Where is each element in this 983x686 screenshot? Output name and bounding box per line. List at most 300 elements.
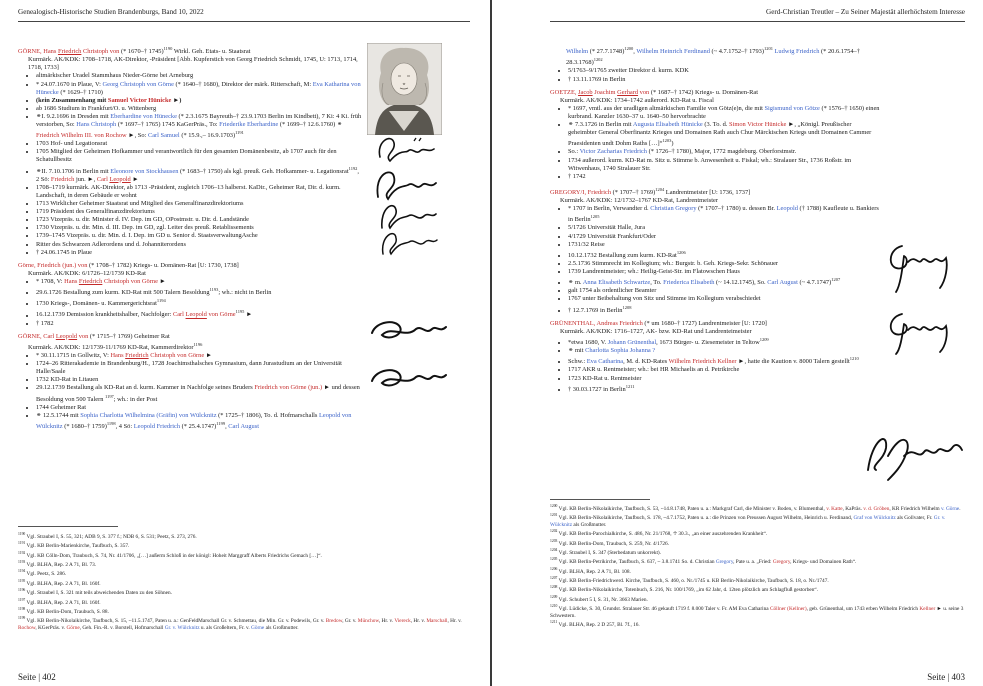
footnote-ref: 1198 [106, 420, 116, 426]
text-run: 5/1763–9/1765 zweiter Direktor d. kurm. KDK [568, 67, 689, 75]
text-run: *etwa 1680, V. [568, 339, 608, 347]
related-person: Görne [251, 624, 265, 631]
text-run: 1734 außerord. kurm. KD-Rat m. Sitz u. Stimme b. Anwesenheit u. Fiskal; wh.: Stralauer Str., 1736 Roßstr. im Witwenhaus, 1740 Stralauer Str. [568, 156, 852, 172]
text-run: Vgl. KB Berlin-Dom, Traubuch, S. 88. [25, 608, 109, 615]
footnote-ref: 1204 [655, 186, 665, 192]
text-run: Kurmärk. AK/KDK: 6/1726–12/1739 KD-Rat [28, 269, 146, 277]
person-name: Gregory [772, 559, 791, 566]
footnote [18, 606, 470, 615]
left-body-text [18, 45, 363, 431]
list-item [568, 287, 880, 295]
text-run: (* 1725–† 1806), To. d. Hofmarschalls [216, 411, 319, 419]
list-item [36, 352, 363, 360]
person-name: GRÜNENTHAL, Andreas Friedrich [550, 319, 643, 327]
related-person: Augusta Elisabeth Hünicke [632, 121, 703, 128]
entry-facts [18, 72, 363, 256]
footnote-ref: 1192 [348, 165, 358, 171]
person-name: Friedrich [78, 277, 103, 285]
related-person: Leopold [776, 205, 798, 213]
related-person: Friederica Elisabeth [663, 279, 715, 287]
footnote-ref: 1200 [624, 46, 634, 51]
text-run: ab 1686 Studium in Frankfurt/O. u. Wittenberg [36, 104, 157, 112]
signature-gruenenthal [858, 420, 968, 488]
footnote [18, 615, 470, 631]
text-run: , 4 Sö: [115, 423, 134, 431]
person-name: von Görne [206, 311, 236, 319]
text-run: Vgl. BLHA, Rep. 2 D 257, Bl. 7f., 16. [557, 621, 640, 628]
person-name: Görne, Friedrich (jun.) von [18, 261, 88, 269]
text-run: , 2 Sö: [36, 167, 360, 183]
footnote-ref: 1193 [209, 287, 219, 292]
list-item [568, 148, 880, 156]
related-person: Carl August [767, 279, 798, 287]
text-run: Vgl. KB Cölln-Dom, Traubuch, S. 74, Nr. 41/1706, „[…] außerm Schloß in der königl: Hoheit Marggraff Alberts Friedrichs Gemach […]“. [25, 552, 322, 559]
text-run: ) [671, 140, 674, 148]
text-run: (kein Zusammenhang mit [36, 96, 108, 104]
text-run: , M. d. KD-Rates [623, 358, 669, 366]
person-name: v. Katte [826, 505, 843, 512]
entry-heading [550, 320, 880, 328]
list-item [36, 148, 363, 164]
list-item [36, 297, 363, 308]
text-run: 1744 Geheimer Rat [36, 403, 87, 411]
list-item [36, 278, 363, 286]
text-run: ⚭ mit [568, 347, 586, 355]
text-run: Vgl. Schubert 5 I, S. 31, Nr. 3663 Marien. [557, 596, 648, 603]
list-item [568, 121, 880, 148]
list-item [36, 360, 363, 376]
entry-heading [550, 89, 880, 97]
person-name: Rochow [18, 624, 36, 631]
text-run: , Gr. v. [342, 618, 358, 624]
footnote-ref: 1198 [18, 606, 26, 611]
text-run: , KGerPräs. v. [35, 624, 67, 631]
text-run: 1731/32 Reise [568, 240, 605, 248]
text-run: , Hr. v. [378, 618, 395, 624]
entry-heading [18, 333, 363, 341]
right-header-rule [550, 21, 965, 22]
related-person: Friederike Eberhardine [219, 120, 279, 128]
text-run: Kurmärk. AK/KDK: 1708–1718, AK-Direktor, -Präsident [Abb. Kupferstich von Georg Friedrich Schmidt, 1745, U: 1713, 1714, 1718, 1733] [28, 56, 358, 72]
person-name: Jacob [578, 88, 593, 96]
text-run: Vgl. KB Berlin-Nikolaikirche, Totenbuch, S. 216, Nr. 100/1769, „im 62 Jahr, d. 12ten plötzlich am Schlagfluß gestorben“. [557, 587, 819, 594]
text-run: (* 1697–† 1765) 1745 KaGerPräs., To: [116, 120, 220, 128]
footnote-ref: 1201 [550, 513, 558, 518]
right-body-text [550, 45, 880, 394]
person-name: Leopold [109, 175, 131, 183]
footnote-ref: 1210 [849, 356, 859, 362]
text-run: altmärkischer Uradel Stammhaus Nieder-Görne bei Arneburg [36, 72, 194, 80]
footnote [18, 597, 470, 606]
text-run: Schw.: [568, 358, 587, 366]
related-person: Anna Elisabeth Schwartze [582, 279, 651, 287]
footnote-ref: 1191 [235, 130, 244, 136]
list-item [36, 216, 363, 224]
footnote-ref: 1197 [105, 393, 114, 399]
list-item [568, 383, 880, 394]
person-name: Görne [66, 624, 80, 631]
text-run: 1739 Landrentmeister; wh.: Heilig-Geist-Str. im Flatowschen Haus [568, 268, 740, 275]
person-name: von [77, 332, 89, 340]
text-run: . [959, 505, 961, 512]
list-item [568, 295, 880, 303]
left-header-rule [18, 21, 470, 22]
text-run: 1730 Kriegs-, Domänen- u. Kammergerichtsrat [36, 300, 157, 308]
related-person: Carl August [228, 423, 259, 431]
right-page-number: Seite | 403 [927, 672, 965, 682]
list-item [568, 249, 880, 260]
list-item [568, 268, 880, 276]
footnote-ref: 1207 [831, 277, 841, 283]
footnote-ref: 1210 [550, 604, 558, 609]
person-name: GÖRNE, Hans [18, 48, 58, 56]
list-item [568, 233, 880, 241]
list-item [36, 249, 363, 257]
footnote-ref: 1197 [18, 597, 26, 602]
person-name: GOETZE, [550, 88, 579, 96]
list-item [36, 140, 363, 148]
text-run: ► [204, 352, 213, 360]
text-run: ►) [171, 96, 182, 104]
text-run: , Geh. Fin.-R. v. Borstell, Hofmarschall [79, 624, 165, 631]
person-name: Carl [96, 175, 110, 183]
person-name: Hans [110, 352, 126, 360]
list-item [568, 241, 880, 249]
left-page [0, 0, 490, 686]
list-item [36, 97, 363, 105]
related-person: Hans Christoph [76, 120, 117, 128]
footnote [550, 547, 965, 556]
related-person: Ludwig Friedrich [774, 48, 820, 56]
left-footnotes [18, 531, 470, 631]
list-item [36, 208, 363, 216]
footnote [18, 587, 470, 596]
text-run: u. als Großeltern, Fr. v. [199, 624, 252, 631]
list-item [36, 320, 363, 328]
signature-goerne-carl [366, 361, 450, 393]
book-spine [490, 0, 492, 686]
entry-facts [18, 278, 363, 328]
list-item [568, 105, 880, 121]
text-run: († 1788) Kaufleute u. Bankiers in Berlin [568, 205, 879, 224]
footnote-ref: 1196 [193, 341, 203, 347]
text-run: jun. ►, [74, 175, 97, 183]
portrait-engraving [367, 43, 442, 135]
footnote-ref: 1203 [550, 538, 558, 543]
text-run: Vgl. KB Berlin-Parochialkirche, S. 486, Nr. 21/1768, ♱ 30.3., „an einer auszehrenden Krankheit“. [557, 531, 768, 538]
text-run: * 1707 in Berlin, Verwandter d. [568, 205, 651, 213]
person-name: Wilhelm Friedrich Kellner [668, 358, 737, 366]
footnote-ref: 1203 [662, 138, 672, 144]
text-run: , [225, 423, 229, 431]
footnote [18, 540, 470, 549]
text-run: (* um 1680–† 1727) Landrentmeister [U: 1720] [642, 319, 767, 327]
text-run: Vgl. Straubel I, S. 347 (Sterbedatum unkorrekt). [557, 549, 662, 556]
list-item [568, 366, 880, 374]
footnote-ref: 1208 [622, 304, 632, 310]
related-person: Wilhelm [566, 48, 589, 56]
related-person: Eva Katharina von Hünecke [36, 80, 361, 96]
text-run: (* 1629–† 1710) [58, 88, 103, 96]
text-run: Vgl. KB Berlin-Petrikirche, Taufbuch, S. 637, ~ 3.8.1741 So. d. Christian [557, 559, 716, 566]
text-run: Ritter des Schwarzen Adlerordens und d. Johanniterordens [36, 240, 186, 248]
footnote-ref: 1205 [590, 214, 600, 220]
list-item [568, 157, 880, 173]
text-run: , Pate u. a. „Fried: [733, 559, 773, 566]
text-run: Vgl. KB Berlin-Dom, Traubuch, S. 259, Nr. 4/1726. [557, 540, 669, 547]
footnote [18, 550, 470, 559]
person-name: Cöllner (Kellner) [769, 605, 807, 612]
text-run: † 1782 [36, 319, 54, 327]
left-footnote-rule [18, 526, 118, 527]
text-run: 5/1726 Universität Halle, Jura [568, 224, 646, 232]
entry-facts [550, 105, 880, 181]
text-run: * 1708, V: [36, 277, 65, 285]
footnote-ref: 1196 [18, 588, 26, 593]
list-item [568, 276, 880, 287]
text-run: (~ 14.12.1745), So. [714, 279, 768, 287]
list-item [568, 205, 880, 224]
text-run: Vgl. Peetz, S. 286. [25, 571, 67, 578]
text-run: Vgl. KB Berlin-Nikolaikirche, Taufbuch, S. 178, ~4.7.1752, Paten u. a.: die Prinzen von Preussen August Wilhelm, Heinrich u. Ferdinand, [557, 515, 854, 522]
entry-office [18, 341, 363, 352]
text-run: Kurmärk. AK/KDK: 1734–1742 außerord. KD-Rat u. Fiscal [560, 96, 714, 104]
entry-facts [18, 352, 363, 431]
text-run: Vgl. BLHA, Rep. 2 A 71, Bl. 160f. [25, 580, 101, 587]
text-run: (* 1680–† 1759) [62, 423, 107, 431]
list-item [568, 355, 880, 366]
person-name: Christoph von Görne [102, 277, 158, 285]
text-run: (* 1707–† 1769) [611, 188, 656, 196]
entry-facts [550, 336, 880, 394]
text-run: 16.12.1739 Demission krankheitshalber, Nachfolger: [36, 311, 173, 319]
text-run: Kurmärk. AK/KDK: 12/1732–1767 KD-Rat, Landrentmeister [560, 197, 718, 204]
text-run: , Hr. v. [410, 618, 427, 624]
text-run: (* 2.3.1675 Bayreuth–† 23.9.1703 Berlin im Kindbett), 7 Ki: 4 Ki. früh verstorben, So: [36, 112, 362, 128]
related-person: Victor Zacharias Friedrich [579, 148, 648, 156]
footnote [550, 584, 965, 593]
signature-gregory-1 [882, 236, 964, 296]
text-run: Vgl. Lüdicke, S. 30, Grundst. Stralauer Str. 46 gekauft 1719 f. 8.000 Taler v. Fr. AM Eva Catharina [557, 605, 770, 612]
footnote [18, 568, 470, 577]
related-person: Gr. v. Wülcknitz [164, 624, 200, 631]
person-name: Friedrich Wilhelm III. von Rochow [36, 132, 127, 140]
list-item [568, 336, 880, 347]
signature-goerne-jun [366, 313, 450, 347]
left-page-number: Seite | 402 [18, 672, 56, 682]
text-run: (* 1687–† 1742) Kriegs- u. Domänen-Rat [649, 88, 759, 96]
related-person: Graf von Wülcknitz [853, 515, 896, 522]
footnote [18, 578, 470, 587]
footnote-ref: 1206 [550, 566, 558, 571]
person-name: Carl [172, 311, 186, 319]
person-name: GREGORY/I, Friedrich [550, 188, 612, 196]
footnote-ref: 1206 [676, 249, 686, 255]
footnote-ref: 1200 [550, 504, 558, 508]
list-item [568, 76, 880, 84]
entry-heading [18, 45, 363, 56]
text-run: Vgl. BLHA, Rep. 2 A 71, Bl. 108. [557, 568, 631, 575]
footnote [550, 575, 965, 584]
text-run: (* 25.4.1747) [180, 423, 217, 431]
person-name: Kellner [919, 605, 936, 612]
footnote-ref: 1204 [550, 548, 558, 553]
text-run: 2.5.1736 Stimmrecht im Kollegium; wh.: Burgstr. b. Geh. Kriegs-Sekr. Schönauer [568, 259, 779, 267]
related-person: Eberhardine von Hünecke [110, 112, 177, 120]
text-run: (* 1726–† 1780), Major, 1772 magdeburg. Oberforstmstr. [647, 148, 797, 156]
text-run: ⚭ 12.5.1744 mit [36, 411, 81, 419]
signature-goerne-4 [375, 224, 441, 260]
person-name: Friedrich [125, 352, 149, 360]
footnote-ref: 1205 [550, 557, 558, 562]
entry-office [550, 197, 880, 205]
right-footnotes [550, 503, 965, 629]
list-item [36, 72, 363, 80]
list-item [568, 173, 880, 181]
text-run: * 1697, vmtl. aus der uradligen altmärkischen Familie von Götz(e)n, die mit [568, 104, 765, 112]
footnote-ref: 1208 [550, 585, 558, 590]
text-run: Vgl. Straubel I, S. 321 mit teils abweichenden Daten zu den Söhnen. [25, 589, 172, 596]
text-run: (~ 4.7.1747) [797, 279, 832, 287]
person-name: Marschall [426, 618, 448, 624]
text-run: (* 1670–† 1745) [119, 48, 164, 56]
text-run: ► u. seine 3 Schwestern. [550, 605, 964, 619]
text-run: Wirkl. Geh. Etats- u. Staatsrat [172, 48, 251, 56]
text-run: (* 27.7.1748) [588, 48, 625, 56]
text-run: (* 15.9.,– 16.9.1703) [179, 132, 236, 140]
entry-office [550, 97, 880, 105]
person-name: Friedrich [57, 48, 82, 56]
text-run: , KR Friedrich Wilhelm [889, 505, 941, 512]
text-run: 1708–1719 kurmärk. AK-Direktor, ab 1713 -Präsident, zugleich 1706–13 halberst. KaDir., Geheimer Rat, Dir. d. kurm. Landschaft, in deren Gebäude er wohnt [36, 183, 341, 199]
person-name: GÖRNE, Carl [18, 332, 56, 340]
list-item [36, 105, 363, 113]
related-person: Georg Christoph von Görne [102, 80, 174, 88]
person-name: Christoph von [81, 48, 120, 56]
person-name: v. d. Gröben [863, 505, 890, 512]
related-person: Gregory [715, 559, 734, 566]
text-run: als Gollvater, Fr. [895, 515, 934, 522]
text-run: ► und dessen Besoldung von 500 Talern [36, 384, 360, 403]
text-run: (* 1683–† 1750) als kgl. preuß. Geh. Hofkammer- u. Legationsrat [178, 167, 349, 175]
text-run: als Großmutter. [264, 624, 299, 631]
text-run: ⚭ m. [568, 279, 583, 287]
footnote-ref: 1202 [593, 57, 603, 63]
footnote-ref: 1211 [550, 620, 558, 625]
footnote-ref: 1190 [163, 46, 173, 51]
text-run: Vgl. KB Berlin-Nikolaikirche, Taufbuch, S. 53, ~14.8.1748, Paten u. a.: Markgraf Carl, die Minister v. Boden, v. Blumenthal, [557, 505, 827, 512]
related-person: Gr. v. Wülcknitz [550, 515, 946, 528]
text-run: (* 1707–† 1780) u. dessen Br. [696, 205, 777, 213]
footnote [550, 566, 965, 575]
list-item [568, 347, 880, 355]
footnote [550, 512, 965, 528]
footnote-ref: 1211 [625, 383, 635, 389]
text-run: 29.6.1726 Bestallung zum kurm. KD-Rat mit 500 Talern Besoldung [36, 289, 210, 297]
person-name: Joachim [592, 88, 618, 96]
list-item [36, 384, 363, 403]
text-run: ; wh.: nicht in Berlin [218, 289, 272, 297]
text-run: Vgl. KB Berlin-Friedrichwerd. Kirche, Taufbuch, S. 460, o. Nr./1745 u. KB Berlin-Nikolaikirche, Taufbuch, S. 18, o. Nr./1747. [557, 577, 829, 584]
list-item [36, 113, 363, 140]
person-name: Bredow [325, 618, 343, 624]
footnote-ref: 1202 [550, 529, 558, 534]
text-run: 1739–1745 Vizepräs. u. dir. Min. d. I. Dep. im GD u. Senior d. StaatsverwaltungAsche [36, 232, 258, 240]
text-run: , Kriegs- und Domainen Rath“. [790, 559, 857, 566]
text-run: So.: [568, 148, 580, 156]
person-name: Hans [64, 277, 79, 285]
footnote [550, 538, 965, 547]
footnote [550, 603, 965, 619]
related-person: Wilhelm Heinrich Ferdinand [636, 48, 710, 56]
list-item [36, 200, 363, 208]
person-name: Friedrich von Görne (jun.) [254, 384, 323, 392]
text-run: † 1742 [568, 172, 586, 180]
footnote-ref: 1199 [18, 616, 26, 621]
footnote-ref: 1191 [18, 541, 26, 546]
related-person: v. Görne [941, 505, 960, 512]
text-run: (* 20.6.1754–† 28.3.1768) [566, 48, 860, 67]
text-run: † 24.06.1745 in Plaue [36, 248, 92, 256]
footnote-ref: 1207 [550, 576, 558, 581]
footnote-ref: 1209 [550, 594, 558, 599]
text-run: ⚭ 7.3.1726 in Berlin mit [568, 121, 633, 128]
list-item [566, 45, 880, 67]
person-name: Münchow [357, 618, 379, 624]
entry-facts [550, 205, 880, 315]
list-item [36, 81, 363, 97]
footnote [550, 556, 965, 565]
related-person: Christian Gregory [650, 205, 697, 213]
right-page [493, 0, 983, 686]
text-run: (3. To. d. [702, 121, 730, 128]
entry-office [18, 270, 363, 278]
list-item [36, 224, 363, 232]
text-run: ► [244, 311, 253, 319]
text-run: 10.12.1732 Bestallung zum kurm. KD-Rat [568, 251, 677, 259]
list-item [36, 376, 363, 384]
related-person: Eva Catharina [586, 358, 624, 366]
related-person: Johann Grünenthal [607, 339, 657, 347]
person-name: Gerhard [617, 88, 639, 96]
text-run: , 1673 Bürger- u. Ziesemeister in Teltow [656, 339, 760, 347]
text-run: (* 1708–† 1782) Kriegs- u. Domänen-Rat [U: 1730, 1738] [87, 261, 239, 269]
text-run: 1713 Wirklicher Geheimer Staatsrat und Mitglied des Generalfinanzdirektoriums [36, 200, 244, 208]
related-person: Sophia Charlotta Wilhelmina (Gräfin) von Wülcknitz [80, 411, 217, 419]
person-name: Simon Victor Hünicke [729, 121, 787, 128]
list-item [36, 404, 363, 412]
list-item [568, 304, 880, 315]
list-item [36, 241, 363, 249]
text-run: 4/1729 Universität Frankfurt/Oder [568, 232, 657, 240]
person-name: Viereck [394, 618, 411, 624]
list-item [36, 308, 363, 319]
footnote [550, 528, 965, 537]
related-person: Carl Samuel [147, 132, 180, 140]
text-run: , Hr. v. [447, 618, 462, 624]
text-run: (* 1715–† 1769) Geheimer Rat [88, 332, 170, 340]
text-run: * 30.11.1715 in Gollwitz, V: [36, 352, 111, 360]
footnote [550, 503, 965, 512]
text-run: , To. [650, 279, 664, 287]
text-run: † 30.03.1727 in Berlin [568, 385, 626, 393]
list-item [568, 260, 880, 268]
text-run: galt 1754 als ordentlicher Beamter [568, 287, 657, 295]
entry-heading [550, 186, 880, 197]
list-item [568, 67, 880, 75]
list-item [36, 184, 363, 200]
text-run: , geb. Grünenthal, um 1743 erben Wilhelm Friedrich [806, 605, 920, 612]
